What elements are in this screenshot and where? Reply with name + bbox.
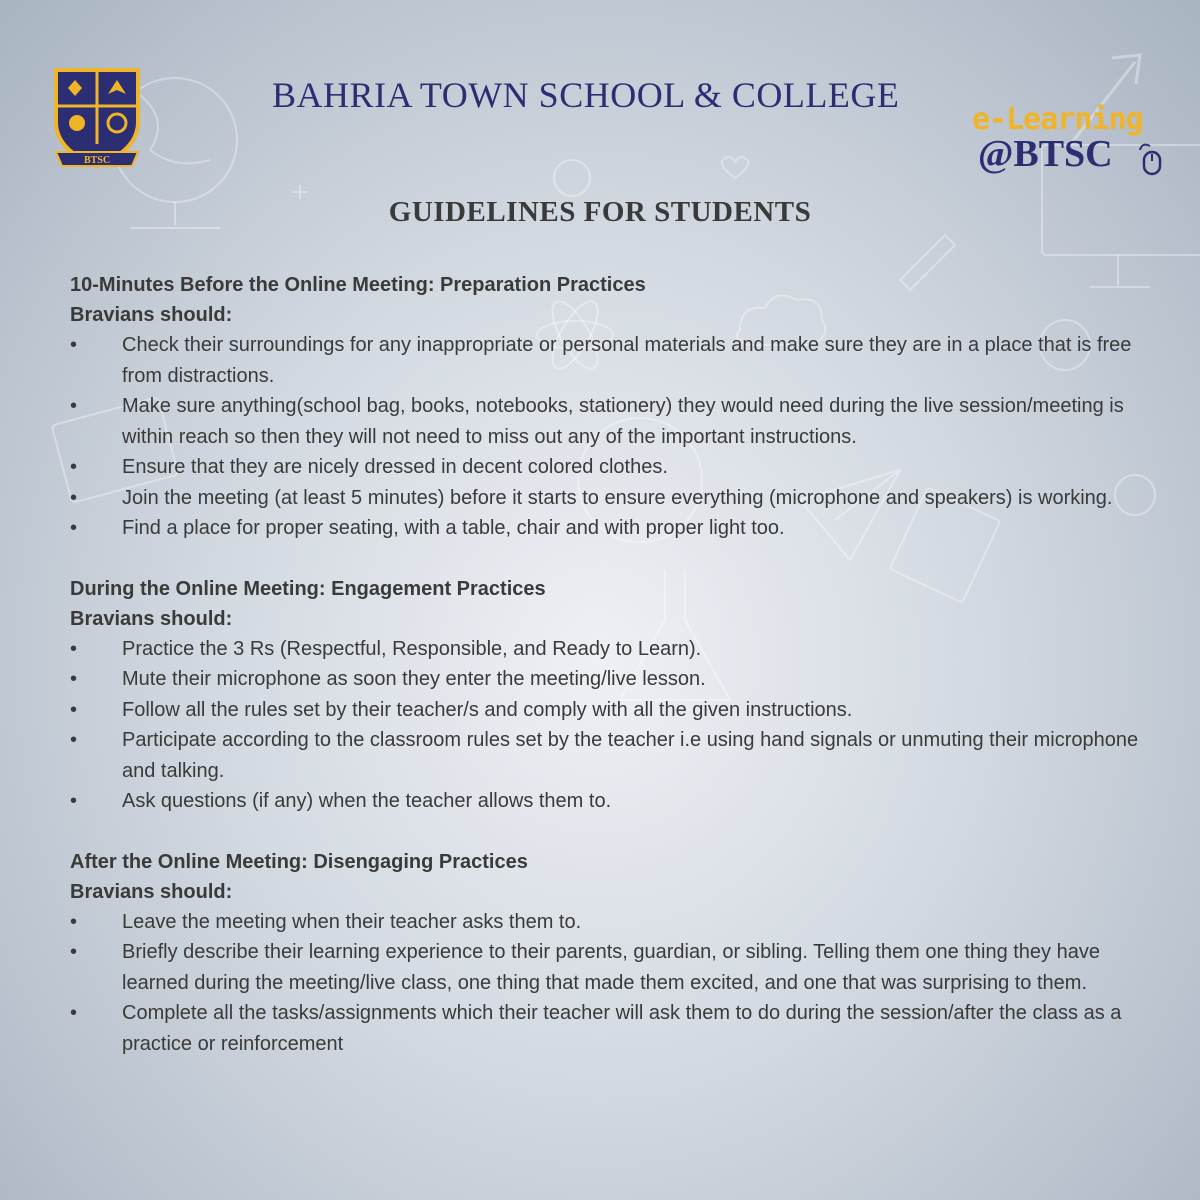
bullet-icon: • [70, 486, 78, 509]
list-item-text: Find a place for proper seating, with a table, chair and with proper light too. [122, 517, 785, 539]
list-item [70, 937, 1170, 998]
bullet-icon: • [70, 395, 78, 417]
mouse-icon [1138, 142, 1164, 178]
section-after-meeting [70, 847, 1170, 1060]
bullet-icon: • [70, 668, 78, 690]
section-lead: Bravians should: [70, 304, 233, 326]
list-item [70, 634, 1170, 665]
list-item-text: Ensure that they are nicely dressed in decent colored clothes. [122, 456, 668, 478]
list-item-text: Mute their microphone as soon they enter the meeting/live lesson. [122, 668, 706, 690]
guidelines-content [70, 270, 1170, 1089]
section-lead: Bravians should: [70, 880, 233, 903]
school-name: BAHRIA TOWN SCHOOL & COLLEGE [272, 75, 900, 115]
list-item [70, 391, 1170, 452]
bullet-icon: • [70, 790, 78, 812]
list-item [70, 725, 1170, 786]
section-heading: During the Online Meeting: Engagement Practices [70, 577, 546, 600]
school-crest-logo [50, 66, 144, 174]
list-item [70, 452, 1170, 483]
bullet-icon: • [70, 1002, 78, 1024]
bullet-icon: • [70, 637, 78, 660]
list-item [70, 483, 1170, 514]
list-item [70, 330, 1170, 391]
list-item-text: Ask questions (if any) when the teacher allows them to. [122, 790, 612, 812]
bullet-list [70, 907, 1170, 1060]
list-item-text: Make sure anything(school bag, books, notebooks, stationery) they would need during the live session/meeting is within reach so then they will not need to miss out any of the important instructions. [122, 395, 1124, 448]
bullet-icon: • [70, 941, 78, 963]
section-before-meeting [70, 270, 1170, 544]
heart-doodle [722, 157, 748, 178]
list-item [70, 786, 1170, 817]
list-item-text: Join the meeting (at least 5 minutes) before it starts to ensure everything (microphone and speakers) is working. [122, 486, 1113, 509]
bullet-icon: • [70, 456, 78, 478]
bullet-icon: • [70, 910, 78, 933]
list-item [70, 513, 1170, 544]
bullet-icon: • [70, 729, 78, 751]
list-item [70, 907, 1170, 938]
section-lead: Bravians should: [70, 607, 233, 630]
page-title: GUIDELINES FOR STUDENTS [388, 196, 812, 228]
section-during-meeting [70, 574, 1170, 817]
bullet-icon: • [70, 517, 78, 539]
list-item-text: Check their surroundings for any inappropriate or personal materials and make sure they are in a place that is free from distractions. [122, 334, 1132, 387]
elearning-label: e-Learning [972, 102, 1143, 137]
section-heading: 10-Minutes Before the Online Meeting: Preparation Practices [70, 274, 646, 296]
bullet-icon: • [70, 334, 78, 356]
list-item-text: Leave the meeting when their teacher asks them to. [122, 910, 582, 933]
bullet-list [70, 330, 1170, 544]
list-item-text: Complete all the tasks/assignments which their teacher will ask them to do during the session/after the class as a practice or reinforcement [122, 1002, 1122, 1055]
list-item [70, 664, 1170, 695]
list-item-text: Briefly describe their learning experience to their parents, guardian, or sibling. Telling them one thing they have learned during the meeting/live class, one thing that made them excited, and one that was surprising to them. [122, 941, 1100, 994]
crest-text: BTSC [83, 155, 111, 166]
list-item-text: Practice the 3 Rs (Respectful, Responsible, and Ready to Learn). [122, 637, 702, 660]
list-item-text: Follow all the rules set by their teacher/s and comply with all the given instructions. [122, 698, 853, 721]
elearning-handle: @BTSC [978, 133, 1113, 175]
list-item [70, 998, 1170, 1059]
elearning-logo [968, 104, 1168, 184]
list-item-text: Participate according to the classroom rules set by the teacher i.e using hand signals or unmuting their microphone and talking. [122, 729, 1139, 782]
apple-doodle [554, 160, 590, 196]
bullet-icon: • [70, 698, 78, 721]
bullet-list [70, 634, 1170, 817]
section-heading: After the Online Meeting: Disengaging Practices [70, 850, 528, 873]
list-item [70, 695, 1170, 726]
